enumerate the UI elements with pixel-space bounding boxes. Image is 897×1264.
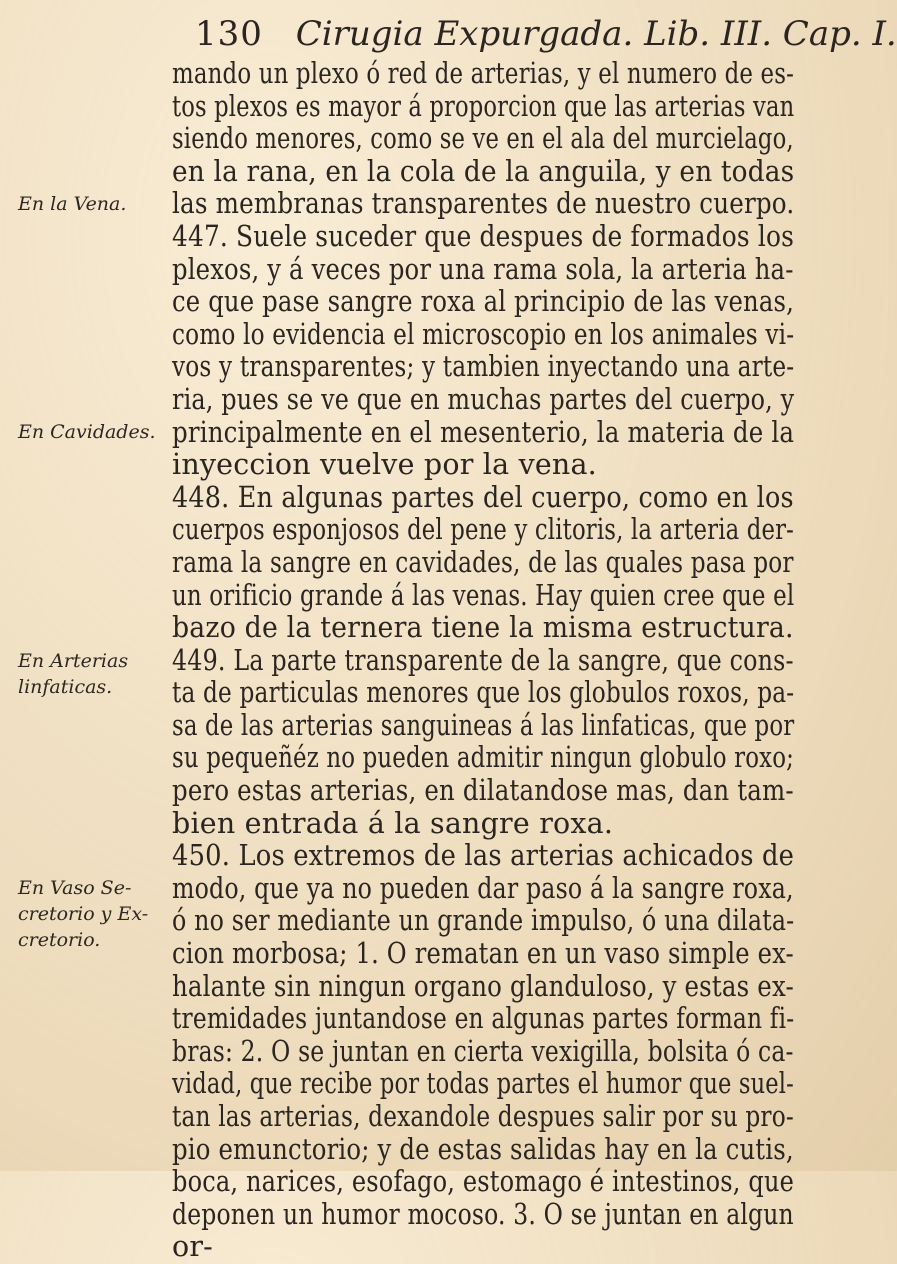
body-line: 449. La parte transparente de la sangre, que cons-	[172, 643, 794, 677]
body-line: ó no ser mediante un grande impulso, ó una dilata-	[172, 904, 795, 938]
body-line: boca, narices, esofago, estomago é intestinos, que	[172, 1165, 795, 1199]
body-line: bras: 2. O se juntan en cierta vexigilla, bolsita ó ca-	[172, 1034, 794, 1068]
running-title: Cirugia Expurgada. Lib. III. Cap. I.	[295, 14, 897, 54]
body-line: en la rana, en la cola de la anguila, y en todas	[172, 154, 795, 188]
margin-note-line: En Vaso Se-	[18, 877, 132, 899]
body-line: or-	[172, 1230, 214, 1264]
page-header	[195, 14, 897, 54]
body-line: sa de las arterias sanguineas á las linfaticas, que por	[172, 708, 795, 742]
body-text	[172, 58, 798, 1264]
page-number: 130	[195, 14, 263, 54]
body-line: cion morbosa; 1. O rematan en un vaso simple ex-	[172, 937, 794, 971]
body-line: rama la sangre en cavidades, de las quales pasa por	[172, 545, 794, 579]
body-line: ta de particulas menores que los globulos roxos, pa-	[172, 676, 795, 710]
margin-note-line: En la Vena.	[18, 193, 127, 215]
body-line: ria, pues se ve que en muchas partes del cuerpo, y	[172, 382, 795, 416]
body-line: tos plexos es mayor á proporcion que las arterias van	[172, 89, 795, 123]
body-line: su pequeñéz no pueden admitir ningun globulo roxo;	[172, 741, 795, 775]
margin-note-line: En Arterias	[18, 650, 129, 672]
margin-note-line: cretorio y Ex-	[18, 903, 149, 925]
margin-note-cavidades	[18, 419, 168, 445]
body-line: ce que pase sangre roxa al principio de las venas,	[172, 285, 794, 319]
margin-note-vaso-secretorio	[18, 875, 168, 953]
body-line: como lo evidencia el microscopio en los animales vi-	[172, 317, 795, 351]
margin-note-line: En Cavidades.	[18, 421, 156, 443]
body-line: bien entrada á la sangre roxa.	[172, 806, 614, 840]
body-line: principalmente en el mesenterio, la materia de la	[172, 415, 795, 449]
body-line: vos y transparentes; y tambien inyectando una arte-	[172, 350, 795, 384]
body-line: 448. En algunas partes del cuerpo, como en los	[172, 480, 794, 514]
body-line: 450. Los extremos de las arterias achicados de	[172, 839, 795, 873]
body-line: cuerpos esponjosos del pene y clitoris, la arteria der-	[172, 513, 794, 547]
body-line: un orificio grande á las venas. Hay quien cree que el	[172, 578, 795, 612]
body-line: modo, que ya no pueden dar paso á la sangre roxa,	[172, 871, 794, 905]
body-line: siendo menores, como se ve en el ala del murcielago,	[172, 122, 794, 156]
body-line: mando un plexo ó red de arterias, y el numero de es-	[172, 57, 795, 90]
body-line: pero estas arterias, en dilatandose mas, dan tam-	[172, 774, 794, 808]
margin-note-vena	[18, 191, 168, 217]
body-line: tan las arterias, dexandole despues salir por su pro-	[172, 1100, 794, 1133]
margin-note-line: linfaticas.	[18, 676, 113, 698]
body-line: vidad, que recibe por todas partes el humor que suel-	[172, 1067, 794, 1101]
body-line: inyeccion vuelve por la vena.	[172, 448, 597, 482]
body-line: deponen un humor mocoso. 3. O se juntan en algun	[172, 1197, 794, 1231]
margin-note-line: cretorio.	[18, 929, 101, 951]
margin-note-arterias-linfaticas	[18, 648, 168, 700]
body-line: halante sin ningun organo glanduloso, y estas ex-	[172, 969, 794, 1003]
body-line: bazo de la ternera tiene la misma estructura.	[172, 611, 794, 645]
body-line: las membranas transparentes de nuestro cuerpo.	[172, 187, 795, 221]
body-line: 447. Suele suceder que despues de formados los	[172, 219, 795, 253]
body-line: plexos, y á veces por una rama sola, la arteria ha-	[172, 252, 794, 286]
body-line: tremidades juntandose en algunas partes forman fi-	[172, 1002, 795, 1036]
body-line: pio emunctorio; y de estas salidas hay en la cutis,	[172, 1132, 794, 1166]
